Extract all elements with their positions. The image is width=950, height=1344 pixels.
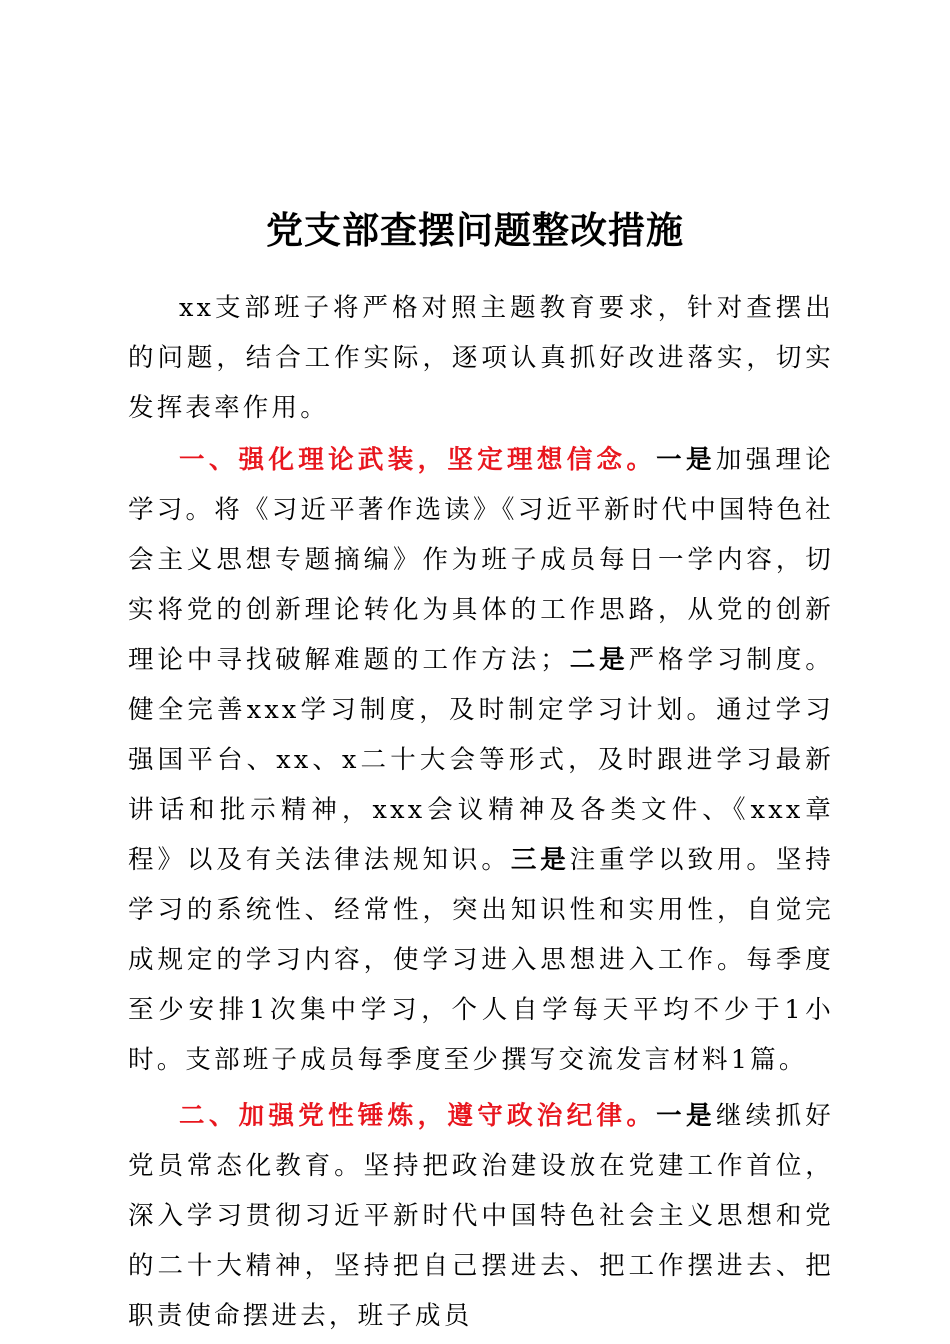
- section-1-point-1-label: 一是: [656, 445, 716, 475]
- section-1-heading: 一、强化理论武装，坚定理想信念。: [179, 445, 657, 475]
- section-1-point-2-text: 严格学习制度。健全完善xxx学习制度，及时制定学习计划。通过学习强国平台、xx、x二十大会等形式，及时跟进学习最新讲话和批示精神，xxx会议精神及各类文件、《xxx章程》以及有关法律法规知识。: [128, 645, 834, 875]
- section-1-point-2-label: 二是: [568, 645, 629, 675]
- section-2-heading: 二、加强党性锤炼，遵守政治纪律。: [179, 1101, 657, 1131]
- section-2-point-1-text: 继续抓好党员常态化教育。坚持把政治建设放在党建工作首位，深入学习贯彻习近平新时代中国特色社会主义思想和党的二十大精神，坚持把自己摆进去、把工作摆进去、把职责使命摆进去，班子成员: [128, 1101, 834, 1331]
- section-1-point-3-label: 三是: [510, 845, 570, 875]
- section-2-point-1-label: 一是: [656, 1101, 716, 1131]
- intro-paragraph: xx支部班子将严格对照主题教育要求，针对查摆出的问题，结合工作实际，逐项认真抓好改进落实，切实发挥表率作用。: [128, 293, 834, 423]
- section-1-point-3-text: 注重学以致用。坚持学习的系统性、经常性，突出知识性和实用性，自觉完成规定的学习内容，使学习进入思想进入工作。每季度至少安排1次集中学习，个人自学每天平均不少于1小时。支部班子成员每季度至少撰写交流发言材料1篇。: [128, 845, 834, 1075]
- document-title: 党支部查摆问题整改措施: [266, 208, 684, 252]
- section-2-paragraph: [128, 1091, 834, 1341]
- section-1-paragraph: [128, 435, 834, 1085]
- document-body: [128, 283, 834, 1341]
- section-1-point-1-text: 加强理论学习。将《习近平著作选读》《习近平新时代中国特色社会主义思想专题摘编》作为班子成员每日一学内容，切实将党的创新理论转化为具体的工作思路，从党的创新理论中寻找破解难题的工作方法；: [128, 445, 834, 675]
